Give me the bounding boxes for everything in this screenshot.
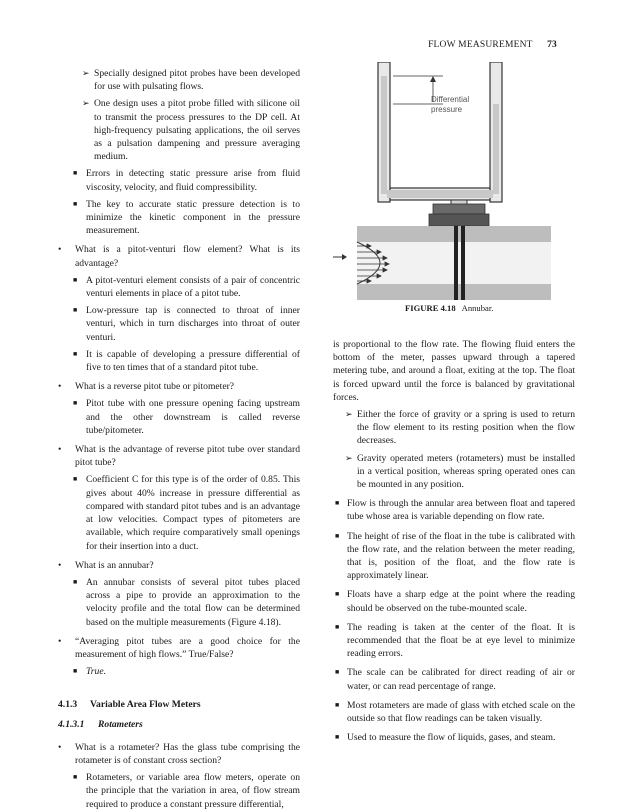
list-item-text: True. [86,666,106,678]
list-item-text: The reading is taken at the center of the float. It is recommended that the float be at eye level to minimize reading errors. [347,621,575,660]
section-title: Variable Area Flow Meters [90,699,201,711]
list-item [58,348,300,374]
list-item-text: Floats have a sharp edge at the point where the reading should be observed on the tube-mounted scale. [347,589,575,614]
inlet-arrow-head [342,254,347,260]
bullet-marker: • [58,635,62,647]
bullet-marker: • [58,559,62,571]
list-item-text: “Averaging pitot tubes are a good choice for the measurement of high flows.” True/False? [75,635,300,660]
list-item [58,665,300,678]
sensing-bar-right [461,226,465,300]
list-item-text: An annubar consists of several pitot tubes placed across a pipe to provide an approximation to the velocity profile and the total flow can be determined based on the multiple measurements (Figure 4.18). [86,576,300,628]
fluid-left [381,76,387,194]
bullet-marker: ■ [73,199,78,208]
figure-caption [405,303,493,313]
bullet-marker: ■ [73,399,78,408]
left-list [58,67,300,678]
running-header [428,40,557,50]
list-item [58,97,300,163]
dp-arrow-head [430,76,436,82]
list-item [58,635,300,661]
list-item-text: What is a rotameter? Has the glass tube comprising the rotameter is of constant cross section? [75,741,300,766]
bullet-marker: ■ [73,169,78,178]
list-item [58,741,300,767]
figure-label: FIGURE 4.18 [405,303,456,313]
bullet-marker: ■ [73,306,78,315]
bullet-marker: ➢ [345,452,353,463]
list-item [333,452,575,492]
list-item [333,699,575,725]
fluid-bottom [387,190,493,198]
list-item-text: What is a pitot-venturi flow element? What is its advantage? [75,244,300,269]
list-item [58,167,300,193]
mounting-flange [433,204,485,214]
bullet-marker: • [58,244,62,256]
list-item [58,559,300,572]
list-item [58,473,300,552]
list-item-text: One design uses a pitot probe filled with silicone oil to transmit the process pressures to the DP cell. At high-frequency pulsating applications, the oil serves as a pulsation dampening and pressure averaging medium. [94,98,300,163]
list-item [58,304,300,344]
page-number: 73 [547,40,557,50]
bullet-marker: ■ [335,590,340,599]
bullet-marker: • [58,741,62,753]
list-item-text: Flow is through the annular area between float and tapered tube whose area is variable depending on flow rate. [347,498,575,523]
left-column [58,67,300,811]
fluid-right [493,104,499,194]
bullet-marker: ➢ [82,98,90,109]
bullet-marker: • [58,444,62,456]
bullet-marker: ■ [335,668,340,677]
list-item-text: A pitot-venturi element consists of a pair of concentric venturi elements in place of a pitot tube. [86,274,300,300]
list-item-text: Errors in detecting static pressure arise from fluid viscosity, velocity, and fluid compressibility. [86,168,300,193]
list-item-text: Either the force of gravity or a spring is used to return the flow element to its resting position when the flow decreases. [357,409,575,447]
list-item-text: It is capable of developing a pressure differential of five to ten times that of a standard pitot tube. [86,348,300,374]
list-item [58,771,300,811]
dp-label-line1: Differential [431,95,470,104]
list-item [58,274,300,300]
list-item-text: The height of rise of the float in the tube is calibrated with the flow rate, and the relation between the meter reading, that is, position of the float, and the flow rate is approximately linear. [347,530,575,582]
list-item-text: Low-pressure tap is connected to throat of inner venturi, which in turn discharges into throat of outer venturi. [86,305,300,343]
dp-label-line2: pressure [431,105,463,114]
list-item [333,666,575,692]
list-item-text: Used to measure the flow of liquids, gases, and steam. [347,732,556,744]
list-item [333,497,575,523]
list-item [58,397,300,437]
list-item-text: The scale can be calibrated for direct reading of air or water, or can read percentage of range. [347,667,575,692]
list-item-text: Pitot tube with one pressure opening facing upstream and the other downstream is called reverse tube/pitometer. [86,398,300,436]
bullet-marker: ■ [73,349,78,358]
list-item [333,530,575,583]
list-item [58,198,300,238]
bullet-marker: ■ [73,475,78,484]
list-item [58,243,300,269]
sensing-bar-left [454,226,458,300]
list-item-text: Gravity operated meters (rotameters) must be installed in a vertical position, whereas spring operated ones can be mounted in any position. [357,452,575,491]
bullet-marker: ■ [335,622,340,631]
annubar-figure [333,62,551,300]
list-item [333,588,575,614]
bullet-marker: ■ [335,531,340,540]
bullet-marker: ■ [335,700,340,709]
right-column [333,338,575,744]
list-item [333,408,575,448]
subsection-title: Rotameters [98,718,143,730]
list-item-text: Rotameters, or variable area flow meters, operate on the principle that the variation in area, of flow stream required to produce a constant pressure differential, [86,772,300,810]
list-item [58,380,300,393]
list-item-text: Specially designed pitot probes have been developed for use with pulsating flows. [94,68,300,93]
bullet-marker: ■ [73,773,78,782]
list-item-text: Coefficient C for this type is of the order of 0.85. This gives about 40% increase in pressure differential as compared with standard pitot tubes and is an advantage at low velocities. Compact types of pitometers are available, which require comparatively small openings for their insertion into a duct. [86,474,300,552]
bullet-marker: ■ [73,275,78,284]
bullet-marker: ■ [335,499,340,508]
bullet-marker: • [58,381,62,393]
list-item-text: What is a reverse pitot tube or pitometer? [75,381,235,393]
subsection-heading [58,718,300,731]
running-title: FLOW MEASUREMENT [428,40,533,50]
bullet-marker: ■ [335,733,340,742]
section-heading [58,698,300,711]
list-item [333,731,575,744]
list-item [58,67,300,93]
list-item [58,576,300,629]
subsection-number: 4.1.3.1 [58,718,85,730]
bullet-marker: ➢ [82,68,90,78]
right-intro-paragraph: is proportional to the flow rate. The flowing fluid enters the bottom of the meter, passes upward through a tapered metering tube, and around a float, exiting at the top. The float is forced upward until the force is balanced by gravitational forces. [333,339,575,403]
list-item-text: The key to accurate static pressure detection is to minimize the kinetic component in the pressure measurement. [86,198,300,237]
section-number: 4.1.3 [58,699,78,711]
list-item-text: What is the advantage of reverse pitot tube over standard pitot tube? [75,444,300,469]
list-item-text: What is an annubar? [75,559,154,571]
list-item [58,443,300,469]
bullet-marker: ➢ [345,409,353,420]
right-list [333,408,575,744]
mounting-fitting [429,214,489,226]
list-item [333,621,575,661]
figure-caption-text: Annubar. [461,303,494,313]
bullet-marker: ■ [73,577,78,586]
list-item-text: Most rotameters are made of glass with etched scale on the outside so that flow readings can be taken visually. [347,699,575,725]
left-list-2 [58,741,300,811]
bullet-marker: ■ [73,667,78,676]
